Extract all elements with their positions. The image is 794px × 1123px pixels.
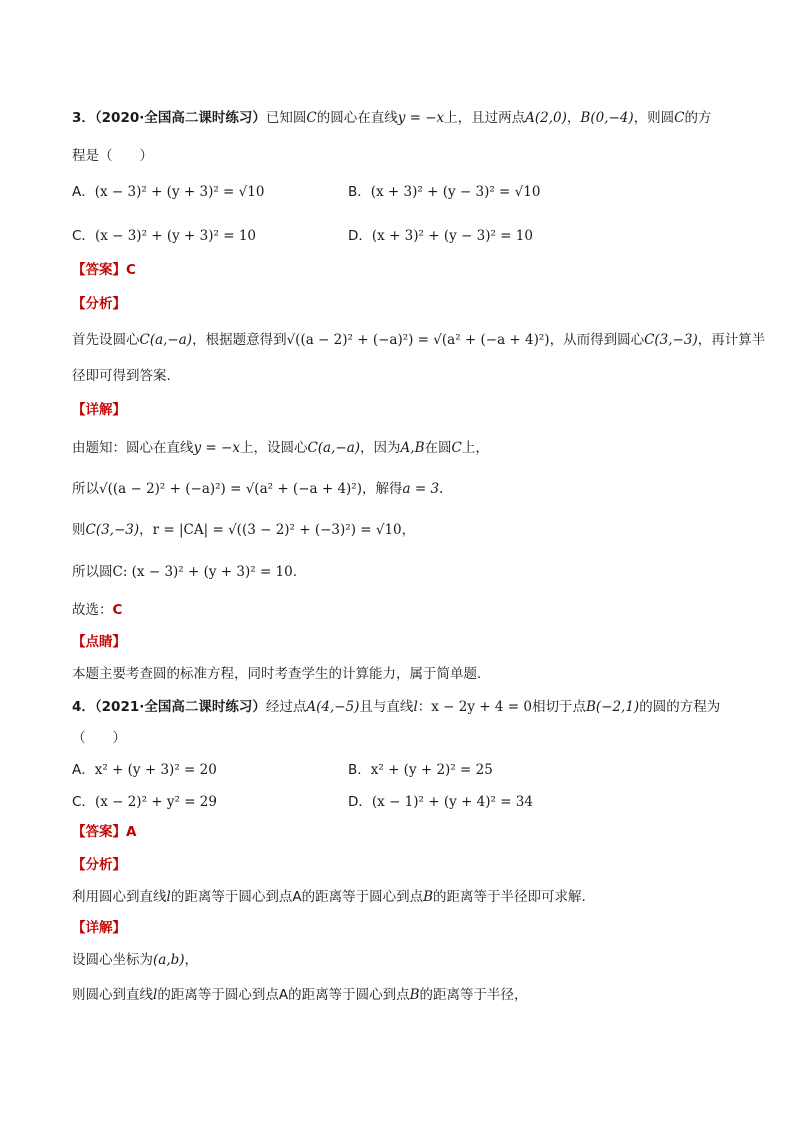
q3-stem-text: ， <box>566 110 581 126</box>
q4-number: 4． <box>72 699 95 715</box>
answer-value: C <box>126 262 136 278</box>
q3-detail-tag: 【详解】 <box>72 402 126 418</box>
q4-detail-line-1 <box>72 950 198 970</box>
choose-answer: C <box>112 602 123 618</box>
q4-detail-line-2 <box>72 985 528 1005</box>
detail-math: C <box>451 440 462 456</box>
q3-number: 3． <box>72 110 95 126</box>
detail-text: 所以圆 <box>72 564 113 580</box>
q3-stem-text: 的方 <box>684 110 712 126</box>
q3-option-b <box>348 182 540 202</box>
q3-stem-line-2: 程是（ ） <box>72 148 153 164</box>
comment-tag: 【点睛】 <box>72 634 126 650</box>
option-expression: (x + 3)² + (y − 3)² = √10 <box>370 184 541 200</box>
analysis-math: √((a − 2)² + (−a)²) = √(a² + (−a + 4)²) <box>286 332 550 348</box>
q3-comment-tag <box>72 632 126 652</box>
q3-detail-line-4 <box>72 562 297 582</box>
detail-text: 上， <box>461 440 489 456</box>
option-expression: (x + 3)² + (y − 3)² = 10 <box>371 228 533 244</box>
analysis-math: B <box>423 889 433 905</box>
answer-tag: 【答案】 <box>72 262 126 278</box>
q3-comment-text: 本题主要考查圆的标准方程，同时考查学生的计算能力，属于简单题. <box>72 666 482 682</box>
detail-text: ，解得 <box>362 481 403 497</box>
q3-option-a <box>72 182 264 202</box>
q3-choose-line <box>72 600 122 620</box>
q4-stem-text: 且与直线 <box>359 699 414 715</box>
option-letter: B． <box>348 184 371 200</box>
q4-option-d <box>348 792 533 812</box>
detail-text: ，因为 <box>360 440 401 456</box>
detail-text: ， <box>184 952 199 968</box>
detail-math: A,B <box>400 440 425 456</box>
option-letter: B． <box>348 762 371 778</box>
q4-stem-text: ： <box>417 699 432 715</box>
q3-detail-line-2 <box>72 479 443 499</box>
q4-stem-line-2: （ ） <box>72 730 126 746</box>
q4-stem-math: x − 2y + 4 = 0 <box>431 699 532 715</box>
detail-math: a = 3. <box>402 481 444 497</box>
option-letter: A． <box>72 184 95 200</box>
q3-detail-line-3 <box>72 520 415 540</box>
q3-analysis-tag: 【分析】 <box>72 296 126 312</box>
analysis-tag: 【分析】 <box>72 857 126 873</box>
analysis-math: C(3,−3) <box>644 332 698 348</box>
q3-analysis-line-1 <box>72 330 765 350</box>
detail-text: . <box>292 564 298 580</box>
q4-option-a <box>72 760 217 780</box>
analysis-text: 的距离等于圆心到点A的距离等于圆心到点 <box>170 889 424 905</box>
analysis-text: ，根据题意得到 <box>192 332 287 348</box>
q4-stem-math: A(4,−5) <box>306 699 360 715</box>
q4-option-c <box>72 792 217 812</box>
detail-math: C(3,−3) <box>85 522 140 538</box>
detail-text: 设圆心坐标为 <box>72 952 153 968</box>
q3-stem-math: C <box>674 110 685 126</box>
q3-answer-line <box>72 260 136 280</box>
option-letter: D． <box>348 228 372 244</box>
detail-math: B <box>409 987 420 1003</box>
answer-value: A <box>126 824 137 840</box>
q4-answer-line <box>72 822 136 842</box>
detail-text: 的距离等于半径， <box>419 987 528 1003</box>
q3-stem-text: ，则圆 <box>633 110 675 126</box>
detail-text: 所以 <box>72 481 99 497</box>
q4-stem-math: B(−2,1) <box>585 699 640 715</box>
option-letter: D． <box>348 794 372 810</box>
q4-stem-math: l <box>413 699 418 715</box>
analysis-text: ，从而得到圆心 <box>549 332 645 348</box>
answer-tag: 【答案】 <box>72 824 126 840</box>
q4-option-b <box>348 760 493 780</box>
q4-stem-text: 相切于点 <box>531 699 586 715</box>
option-expression: (x − 1)² + (y + 4)² = 34 <box>371 794 533 810</box>
option-letter: C． <box>72 794 95 810</box>
analysis-text: 利用圆心到直线 <box>72 889 167 905</box>
q4-detail-tag <box>72 918 126 938</box>
detail-text: 由题知：圆心在直线 <box>72 440 194 456</box>
q3-detail-line-1 <box>72 438 489 458</box>
q3-stem-text: 已知圆 <box>265 110 307 126</box>
analysis-text: 的距离等于半径即可求解. <box>433 889 586 905</box>
detail-text: 的距离等于圆心到点A的距离等于圆心到点 <box>157 987 410 1003</box>
detail-text: 则圆心到直线 <box>72 987 153 1003</box>
analysis-text: ，再计算半 <box>697 332 766 348</box>
q4-stem-text: 的圆的方程为 <box>639 699 721 715</box>
q3-stem-math: C <box>306 110 317 126</box>
option-letter: C． <box>72 228 95 244</box>
q3-stem-math: y = −x <box>397 110 445 126</box>
analysis-text: 首先设圆心 <box>72 332 140 348</box>
detail-math: (a,b) <box>153 952 185 968</box>
q4-analysis-tag <box>72 855 126 875</box>
q4-stem-text: 经过点 <box>265 699 307 715</box>
detail-math: y = −x <box>193 440 240 456</box>
q3-stem-line-1 <box>72 108 712 128</box>
detail-tag: 【详解】 <box>72 920 126 936</box>
q3-stem-math: A(2,0) <box>525 110 567 126</box>
q3-stem-text: 的圆心在直线 <box>316 110 398 126</box>
detail-text: 在圆 <box>424 440 452 456</box>
option-letter: A． <box>72 762 95 778</box>
q3-stem-math: B(0,−4) <box>580 110 634 126</box>
detail-math: √((a − 2)² + (−a)²) = √(a² + (−a + 4)²) <box>99 481 362 497</box>
detail-text: ， <box>401 522 416 538</box>
detail-math: C: (x − 3)² + (y + 3)² = 10 <box>112 564 293 580</box>
q3-analysis-line-2: 径即可得到答案. <box>72 368 171 384</box>
choose-prefix: 故选： <box>72 602 113 618</box>
option-expression: (x − 3)² + (y + 3)² = √10 <box>94 184 265 200</box>
q4-source: （2021·全国高二课时练习） <box>94 699 266 715</box>
q3-stem-text: 上，且过两点 <box>444 110 526 126</box>
detail-math: l <box>153 987 158 1003</box>
detail-math: r = |CA| = √((3 − 2)² + (−3)²) = √10 <box>152 522 402 538</box>
q3-source: （2020·全国高二课时练习） <box>94 110 266 126</box>
analysis-math: l <box>166 889 171 905</box>
q4-analysis-text <box>72 887 586 907</box>
option-expression: x² + (y + 2)² = 25 <box>370 762 493 778</box>
detail-text: 则 <box>72 522 86 538</box>
option-expression: x² + (y + 3)² = 20 <box>94 762 217 778</box>
analysis-math: C(a,−a) <box>139 332 193 348</box>
detail-text: ， <box>139 522 153 538</box>
q4-stem-line-1 <box>72 697 720 717</box>
q3-option-c <box>72 226 256 246</box>
q3-option-d <box>348 226 533 246</box>
detail-math: C(a,−a) <box>307 440 361 456</box>
option-expression: (x − 3)² + (y + 3)² = 10 <box>94 228 257 244</box>
option-expression: (x − 2)² + y² = 29 <box>94 794 217 810</box>
detail-text: 上，设圆心 <box>239 440 308 456</box>
